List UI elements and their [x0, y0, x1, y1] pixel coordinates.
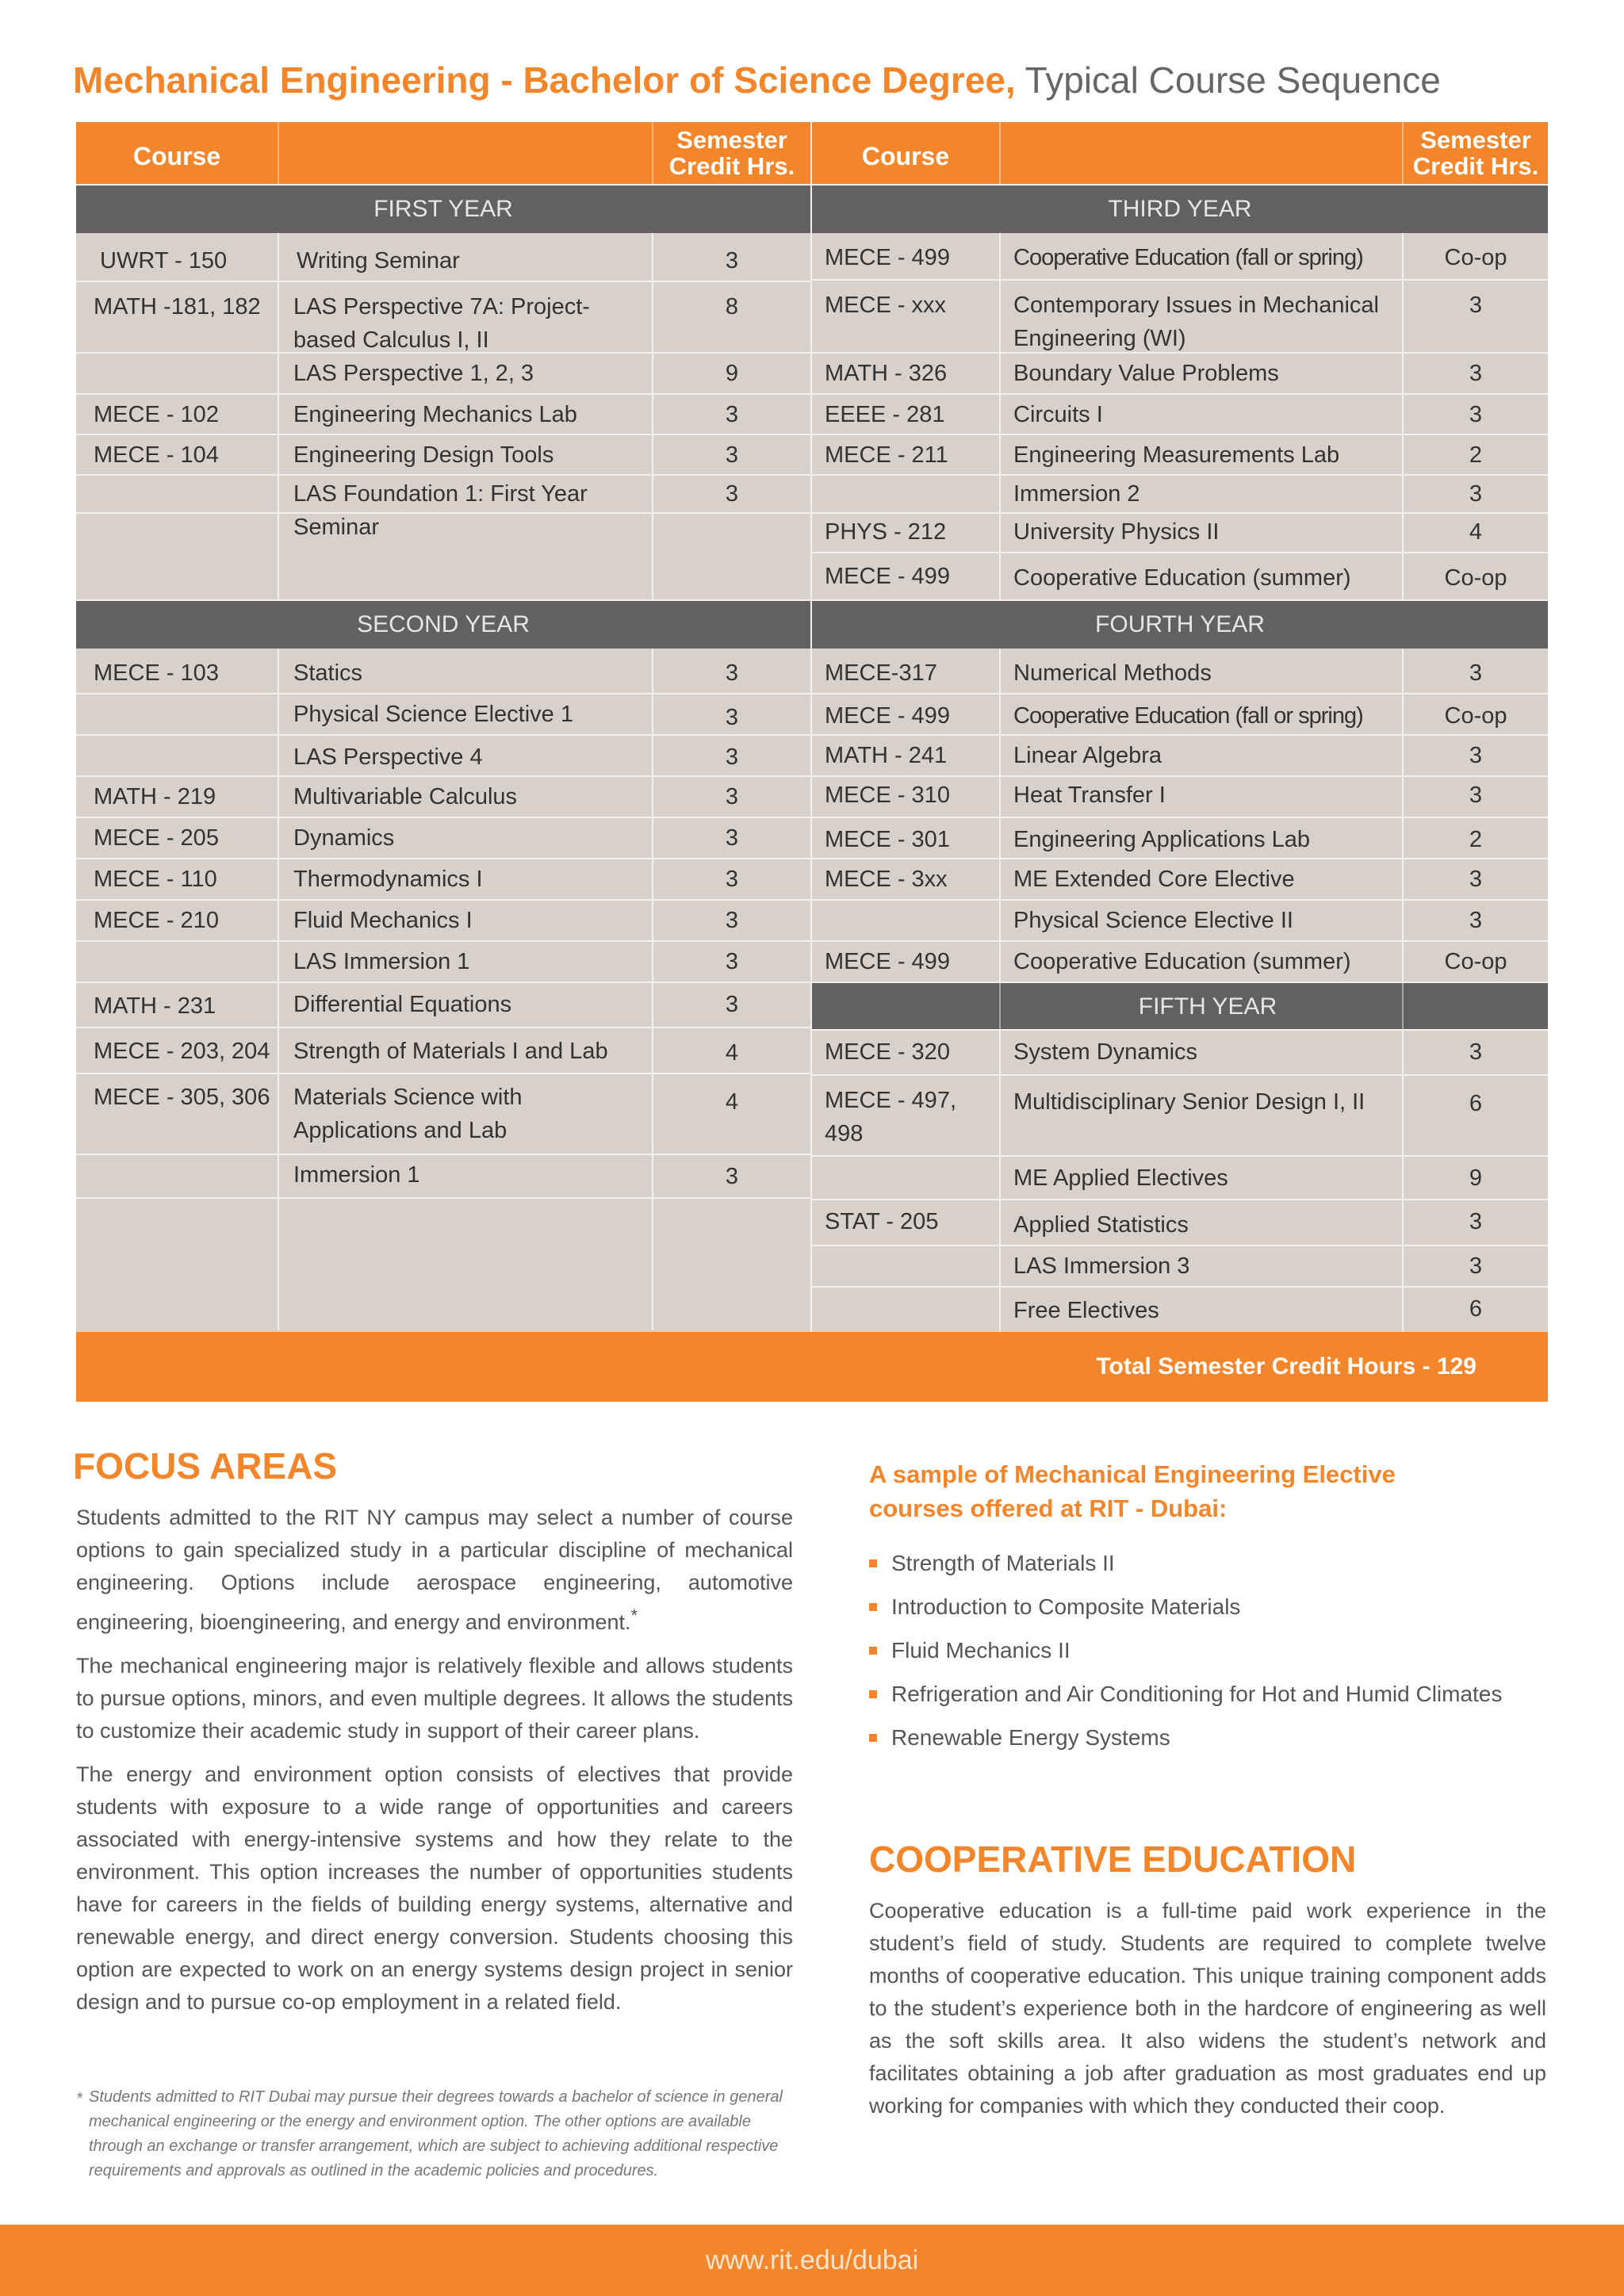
table-header: [812, 122, 1548, 186]
table-row: MATH -181, 182 LAS Perspective 7A: Project-based Calculus I, II 8: [76, 282, 810, 354]
footer-url-link[interactable]: www.rit.edu/dubai: [705, 2245, 919, 2275]
bullet-square-icon: [869, 1559, 877, 1567]
table-row: MATH - 326 Boundary Value Problems 3: [812, 354, 1548, 395]
elective-sample-heading: A sample of Mechanical Engineering Elective courses offered at RIT - Dubai:: [869, 1460, 1396, 1522]
table-row-empty: [76, 1199, 810, 1330]
elective-list: [869, 1541, 1502, 1759]
table-row: MECE - 305, 306 Materials Science with Applications and Lab 4: [76, 1074, 810, 1155]
course-sequence-table: [76, 122, 1548, 1402]
table-row: MECE-317 Numerical Methods 3: [812, 649, 1548, 695]
table-row: MECE - 104 Engineering Design Tools 3: [76, 435, 810, 476]
focus-areas-heading: FOCUS AREAS: [73, 1445, 338, 1487]
table-row: MECE - 320 System Dynamics 3: [812, 1031, 1548, 1076]
table-row: MECE - 110 Thermodynamics I 3: [76, 859, 810, 901]
bullet-square-icon: [869, 1690, 877, 1698]
total-credit-hours: Total Semester Credit Hours - 129: [76, 1332, 1548, 1402]
table-row: MECE - 499 Cooperative Education (fall or spring) Co-op: [812, 233, 1548, 281]
footer-bar: [0, 2225, 1624, 2296]
table-row: MECE - 310 Heat Transfer I 3: [812, 777, 1548, 818]
focus-paragraph: The energy and environment option consists of electives that provide students with exposure to a wide range of opportunities and careers associated with energy-intensive systems and how they relate to the environment. This option increases the number of opportunities students have for careers in the fields of building energy systems, alternative and renewable energy, and direct energy conversion. Students choosing this option are expected to work on an energy systems design project in senior design and to pursue co-op employment in a related field.: [76, 1762, 793, 2014]
footnote: [76, 2085, 798, 2183]
table-row: MATH - 231 Differential Equations 3: [76, 983, 810, 1028]
table-row: UWRT - 150 Writing Seminar 3: [76, 233, 810, 282]
year-heading-fifth: FIFTH YEAR: [812, 983, 1548, 1031]
table-row: Immersion 2 3: [812, 476, 1548, 514]
table-row: MECE - 497, 498 Multidisciplinary Senior Design I, II 6: [812, 1076, 1548, 1157]
header-course: Course: [812, 122, 1001, 184]
table-row: MECE - 499 Cooperative Education (summer) Co-op: [812, 553, 1548, 601]
footnote-mark: *: [630, 1605, 638, 1625]
table-row: Free Electives 6: [812, 1288, 1548, 1332]
header-credits: Semester Credit Hrs.: [1412, 126, 1539, 180]
table-row: MATH - 241 Linear Algebra 3: [812, 736, 1548, 777]
right-column: [812, 122, 1548, 1332]
table-row: PHYS - 212 University Physics II 4: [812, 514, 1548, 553]
table-row: LAS Immersion 1 3: [76, 942, 810, 983]
bullet-square-icon: [869, 1734, 877, 1742]
title-bold: Mechanical Engineering - Bachelor of Science Degree,: [73, 59, 1016, 101]
year-heading-first: FIRST YEAR: [76, 186, 810, 233]
table-row: Immersion 1 3: [76, 1155, 810, 1199]
focus-paragraph: Students admitted to the RIT NY campus may select a number of course options to gain specialized study in a particular discipline of mechanical engineering. Options include aerospace engineering, automotive engineering, bioengineering, and energy and environment.*: [76, 1506, 793, 1634]
list-item: Strength of Materials II: [869, 1541, 1502, 1585]
year-heading-fourth: FOURTH YEAR: [812, 601, 1548, 649]
table-row: MECE - 301 Engineering Applications Lab 2: [812, 818, 1548, 859]
table-row: LAS Foundation 1: First Year Seminar 3: [76, 476, 810, 514]
list-item: Renewable Energy Systems: [869, 1716, 1502, 1759]
cooperative-education-heading: COOPERATIVE EDUCATION: [869, 1839, 1357, 1880]
table-row: LAS Immersion 3 3: [812, 1246, 1548, 1288]
header-credits: Semester Credit Hrs.: [668, 126, 795, 180]
bullet-square-icon: [869, 1603, 877, 1611]
table-row: MECE - 499 Cooperative Education (fall or spring) Co-op: [812, 695, 1548, 736]
table-row: LAS Perspective 4 3: [76, 736, 810, 777]
table-header: [76, 122, 810, 186]
title-light: Typical Course Sequence: [1015, 59, 1441, 101]
page-title: [73, 59, 1441, 101]
table-row: EEEE - 281 Circuits I 3: [812, 395, 1548, 435]
header-course: Course: [76, 122, 279, 184]
list-item: Introduction to Composite Materials: [869, 1585, 1502, 1628]
table-row-empty: [76, 514, 810, 601]
bullet-square-icon: [869, 1647, 877, 1655]
list-item: Fluid Mechanics II: [869, 1628, 1502, 1672]
list-item: Refrigeration and Air Conditioning for Hot and Humid Climates: [869, 1672, 1502, 1716]
left-column: [76, 122, 812, 1332]
table-row: MATH - 219 Multivariable Calculus 3: [76, 777, 810, 818]
table-row: Physical Science Elective II 3: [812, 901, 1548, 942]
table-row: MECE - 210 Fluid Mechanics I 3: [76, 901, 810, 942]
table-row: MECE - 103 Statics 3: [76, 649, 810, 695]
cooperative-education-text: Cooperative education is a full-time paid work experience in the student’s field of study. Students are required to complete twelve months of cooperative education. This unique training component adds to the student’s experience both in the hardcore of engineering as well as the soft skills area. It also widens the student’s network and facilitates obtaining a job after graduation as most graduates end up working for companies with which they conducted their coop.: [869, 1899, 1546, 2118]
table-row: MECE - 203, 204 Strength of Materials I and Lab 4: [76, 1028, 810, 1074]
footnote-star: *: [76, 2090, 82, 2107]
year-heading-second: SECOND YEAR: [76, 601, 810, 649]
table-row: Physical Science Elective 1 3: [76, 695, 810, 736]
focus-areas-text: [76, 1502, 793, 2030]
table-row: MECE - xxx Contemporary Issues in Mechanical Engineering (WI) 3: [812, 281, 1548, 354]
year-heading-third: THIRD YEAR: [812, 186, 1548, 233]
table-row: LAS Perspective 1, 2, 3 9: [76, 354, 810, 395]
table-row: MECE - 102 Engineering Mechanics Lab 3: [76, 395, 810, 435]
table-row: MECE - 205 Dynamics 3: [76, 818, 810, 859]
focus-paragraph: The mechanical engineering major is relatively flexible and allows students to pursue options, minors, and even multiple degrees. It allows the students to customize their academic study in support of their career plans.: [76, 1654, 793, 1743]
footnote-text: Students admitted to RIT Dubai may pursue their degrees towards a bachelor of science in general mechanical engineering or the energy and environment option. The other options are available through an exchange or transfer arrangement, which are subject to achieving additional respective requirements and approvals as outlined in the academic policies and procedures.: [89, 2088, 783, 2179]
table-row: MECE - 211 Engineering Measurements Lab 2: [812, 435, 1548, 476]
table-row: MECE - 3xx ME Extended Core Elective 3: [812, 859, 1548, 901]
table-row: MECE - 499 Cooperative Education (summer) Co-op: [812, 942, 1548, 983]
table-row: ME Applied Electives 9: [812, 1157, 1548, 1200]
table-row: STAT - 205 Applied Statistics 3: [812, 1200, 1548, 1246]
